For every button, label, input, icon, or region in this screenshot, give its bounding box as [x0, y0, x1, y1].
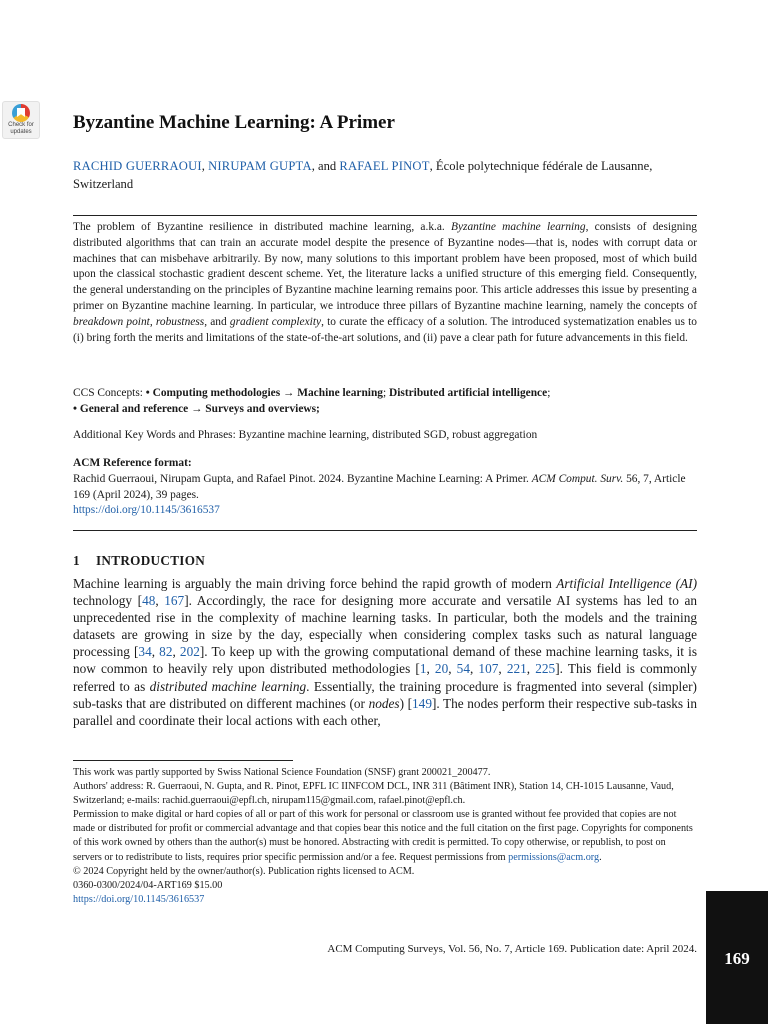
body-text: ]. Accordingly, the race for designing more accurate and versatile AI systems has led to an unprecedented rise in the complexity of machine learning tasks. In particular, both the models and the training datasets are growing in size by the day, especially when considering complex tasks such as natural language processing [ — [73, 593, 697, 660]
body-text: , — [526, 661, 536, 677]
citation-link[interactable]: 149 — [412, 695, 432, 711]
citation-link[interactable]: 34 — [138, 644, 152, 660]
citation-link[interactable]: 1 — [419, 661, 427, 677]
permissions-text: Permission to make digital or hard copies of all or part of this work for personal or classroom use is granted without fee provided that copies are not made or distributed for profit or commercial advantage and that copies bear this notice and the full citation on the first page. Copyrights for components of this work owned by others than the author(s) must be honored. Abstracting with credit is permitted. To copy otherwise, or republish, to post on servers or to redistribute to lists, requires prior specific permission and/or a fee. Request permissions from — [73, 809, 693, 863]
abstract-text: The problem of Byzantine resilience in distributed machine learning, a.k.a. — [73, 221, 451, 233]
permissions-email-link[interactable]: permissions@acm.org — [508, 851, 600, 863]
permissions-text: . — [599, 851, 602, 863]
citation-link[interactable]: 48 — [142, 593, 156, 609]
citation-link[interactable]: 54 — [456, 661, 470, 677]
page-number-tab — [706, 891, 768, 1024]
author-affiliation: , École polytechnique fédérale de Lausanne, Switzerland — [73, 159, 653, 191]
ccs-concepts — [73, 386, 697, 418]
footnote-divider — [73, 760, 293, 761]
section-heading — [73, 553, 205, 569]
badge-line-1: Check for — [8, 122, 34, 128]
footnote-copyright: © 2024 Copyright held by the owner/author(s). Publication rights licensed to ACM. — [73, 865, 415, 877]
section-title: INTRODUCTION — [96, 553, 206, 568]
footnote-doi — [73, 893, 697, 907]
citation-link[interactable]: 167 — [164, 593, 185, 609]
body-emphasis: distributed machine learning — [149, 678, 307, 694]
author-separator: , and — [311, 159, 340, 173]
author-list — [73, 157, 698, 193]
body-emphasis: Artificial Intelligence (AI) — [556, 576, 697, 591]
acm-reference-format — [73, 456, 697, 519]
body-text: Machine learning is arguably the main driving force behind the rapid growth of modern — [73, 576, 557, 591]
ccs-concept: • General and reference → Surveys and overviews; — [73, 402, 320, 415]
footnote-permissions — [73, 808, 697, 864]
footnote-doi-link[interactable]: https://doi.org/10.1145/3616537 — [73, 893, 205, 905]
bookmark-icon — [12, 104, 30, 122]
body-emphasis: nodes — [368, 695, 400, 711]
author-link-guerraoui[interactable]: RACHID GUERRAOUI — [73, 159, 202, 173]
author-separator: , — [201, 159, 209, 173]
ccs-separator: ; — [547, 387, 551, 399]
body-text: , — [498, 661, 507, 677]
section-number: 1 — [73, 553, 80, 568]
abstract-emphasis: Byzantine machine learning — [451, 221, 586, 233]
body-text: , — [426, 661, 435, 677]
check-for-updates-badge[interactable] — [2, 101, 40, 139]
footnote-issn: 0360-0300/2024/04-ART169 $15.00 — [73, 879, 223, 891]
reference-journal: ACM Comput. Surv. — [531, 472, 624, 485]
reference-text: 56, 7, Article 169 (April 2024), 39 pages. — [73, 472, 686, 501]
keywords: Additional Key Words and Phrases: Byzantine machine learning, distributed SGD, robust aggregation — [73, 429, 538, 441]
body-text: ]. This field is commonly referred to as — [73, 661, 697, 694]
citation-link[interactable]: 82 — [159, 644, 173, 660]
paper-title: Byzantine Machine Learning: A Primer — [73, 112, 395, 133]
page-number: 169 — [724, 949, 750, 968]
body-text: ]. To keep up with the growing computational demand of these machine learning tasks, it is now common to heavily rely upon distributed methodologies [ — [73, 644, 697, 677]
body-text: ]. The nodes perform their respective sub-tasks in parallel and coordinate their local actions with each other, — [73, 695, 698, 728]
divider-top — [73, 215, 697, 216]
footnote-funding: This work was partly supported by Swiss National Science Foundation (SNSF) grant 200021_200477. — [73, 767, 491, 778]
reference-heading: ACM Reference format: — [73, 457, 192, 469]
citation-link[interactable]: 107 — [478, 661, 499, 677]
body-text: , — [448, 661, 457, 677]
badge-line-2: updates — [10, 128, 32, 135]
body-text: , — [172, 644, 180, 660]
ccs-concept: • Computing methodologies → Machine learning — [145, 387, 383, 399]
abstract-emphasis: breakdown point, robustness — [73, 315, 205, 328]
abstract-text: , consists of designing distributed algorithms that can train an accurate model despite the presence of Byzantine nodes—that is, nodes with corrupt data or machines that can misbehave arbitrarily. By now, many solutions to this important problem have been proposed, most of which build upon the classical stochastic gradient descent scheme. Yet, the literature lacks a unified structure of this emerging field. Consequently, the general understanding on the principles of Byzantine machine learning remains poor. This article addresses this issue by presenting a primer on Byzantine machine learning. In particular, we introduce three pillars of Byzantine machine learning, namely the concepts of — [73, 221, 697, 312]
body-text: ) [ — [399, 695, 413, 711]
citation-link[interactable]: 202 — [179, 644, 200, 660]
abstract-text: , to curate the efficacy of a solution. The introduced systematization enables us to (i) bring forth the merits and limitations of the state-of-the-art solutions, and (ii) pave a clear path for future advancements in this field. — [73, 315, 697, 344]
citation-link[interactable]: 225 — [535, 661, 556, 677]
author-link-pinot[interactable]: RAFAEL PINOT — [339, 159, 430, 173]
ccs-concept: Distributed artificial intelligence — [389, 387, 548, 399]
ccs-separator: ; — [382, 387, 389, 399]
body-text: , — [469, 661, 479, 677]
abstract-emphasis: gradient complexity — [229, 315, 322, 328]
footnotes — [73, 766, 697, 907]
body-text: , — [155, 593, 165, 609]
divider-bottom — [73, 530, 697, 531]
body-text: technology [ — [73, 593, 143, 609]
body-text: , — [151, 644, 160, 660]
citation-link[interactable]: 221 — [506, 661, 527, 677]
abstract-text: , and — [204, 315, 230, 328]
reference-doi-link[interactable]: https://doi.org/10.1145/3616537 — [73, 504, 220, 517]
abstract — [73, 220, 697, 346]
introduction-paragraph — [73, 575, 697, 729]
footnote-address: Authors' address: R. Guerraoui, N. Gupta, and R. Pinot, EPFL IC IINFCOM DCL, INR 311 (Bâtiment INR), Station 14, CH-1015 Lausanne, Vaud, Switzerland; e-mails: rachid.guerraoui@epfl.ch, nirupam115@gmail.com, rafael.pinot@epfl.ch. — [73, 781, 674, 807]
body-text: . Essentially, the training procedure is fragmented into several (simpler) sub-tasks that are distributed on different machines (or — [73, 678, 697, 711]
citation-link[interactable]: 20 — [434, 661, 449, 677]
publication-line: ACM Computing Surveys, Vol. 56, No. 7, Article 169. Publication date: April 2024. — [327, 943, 697, 955]
ccs-label: CCS Concepts: — [73, 387, 146, 399]
author-link-gupta[interactable]: NIRUPAM GUPTA — [208, 159, 312, 173]
reference-text: Rachid Guerraoui, Nirupam Gupta, and Rafael Pinot. 2024. Byzantine Machine Learning: A Primer. — [73, 472, 532, 485]
